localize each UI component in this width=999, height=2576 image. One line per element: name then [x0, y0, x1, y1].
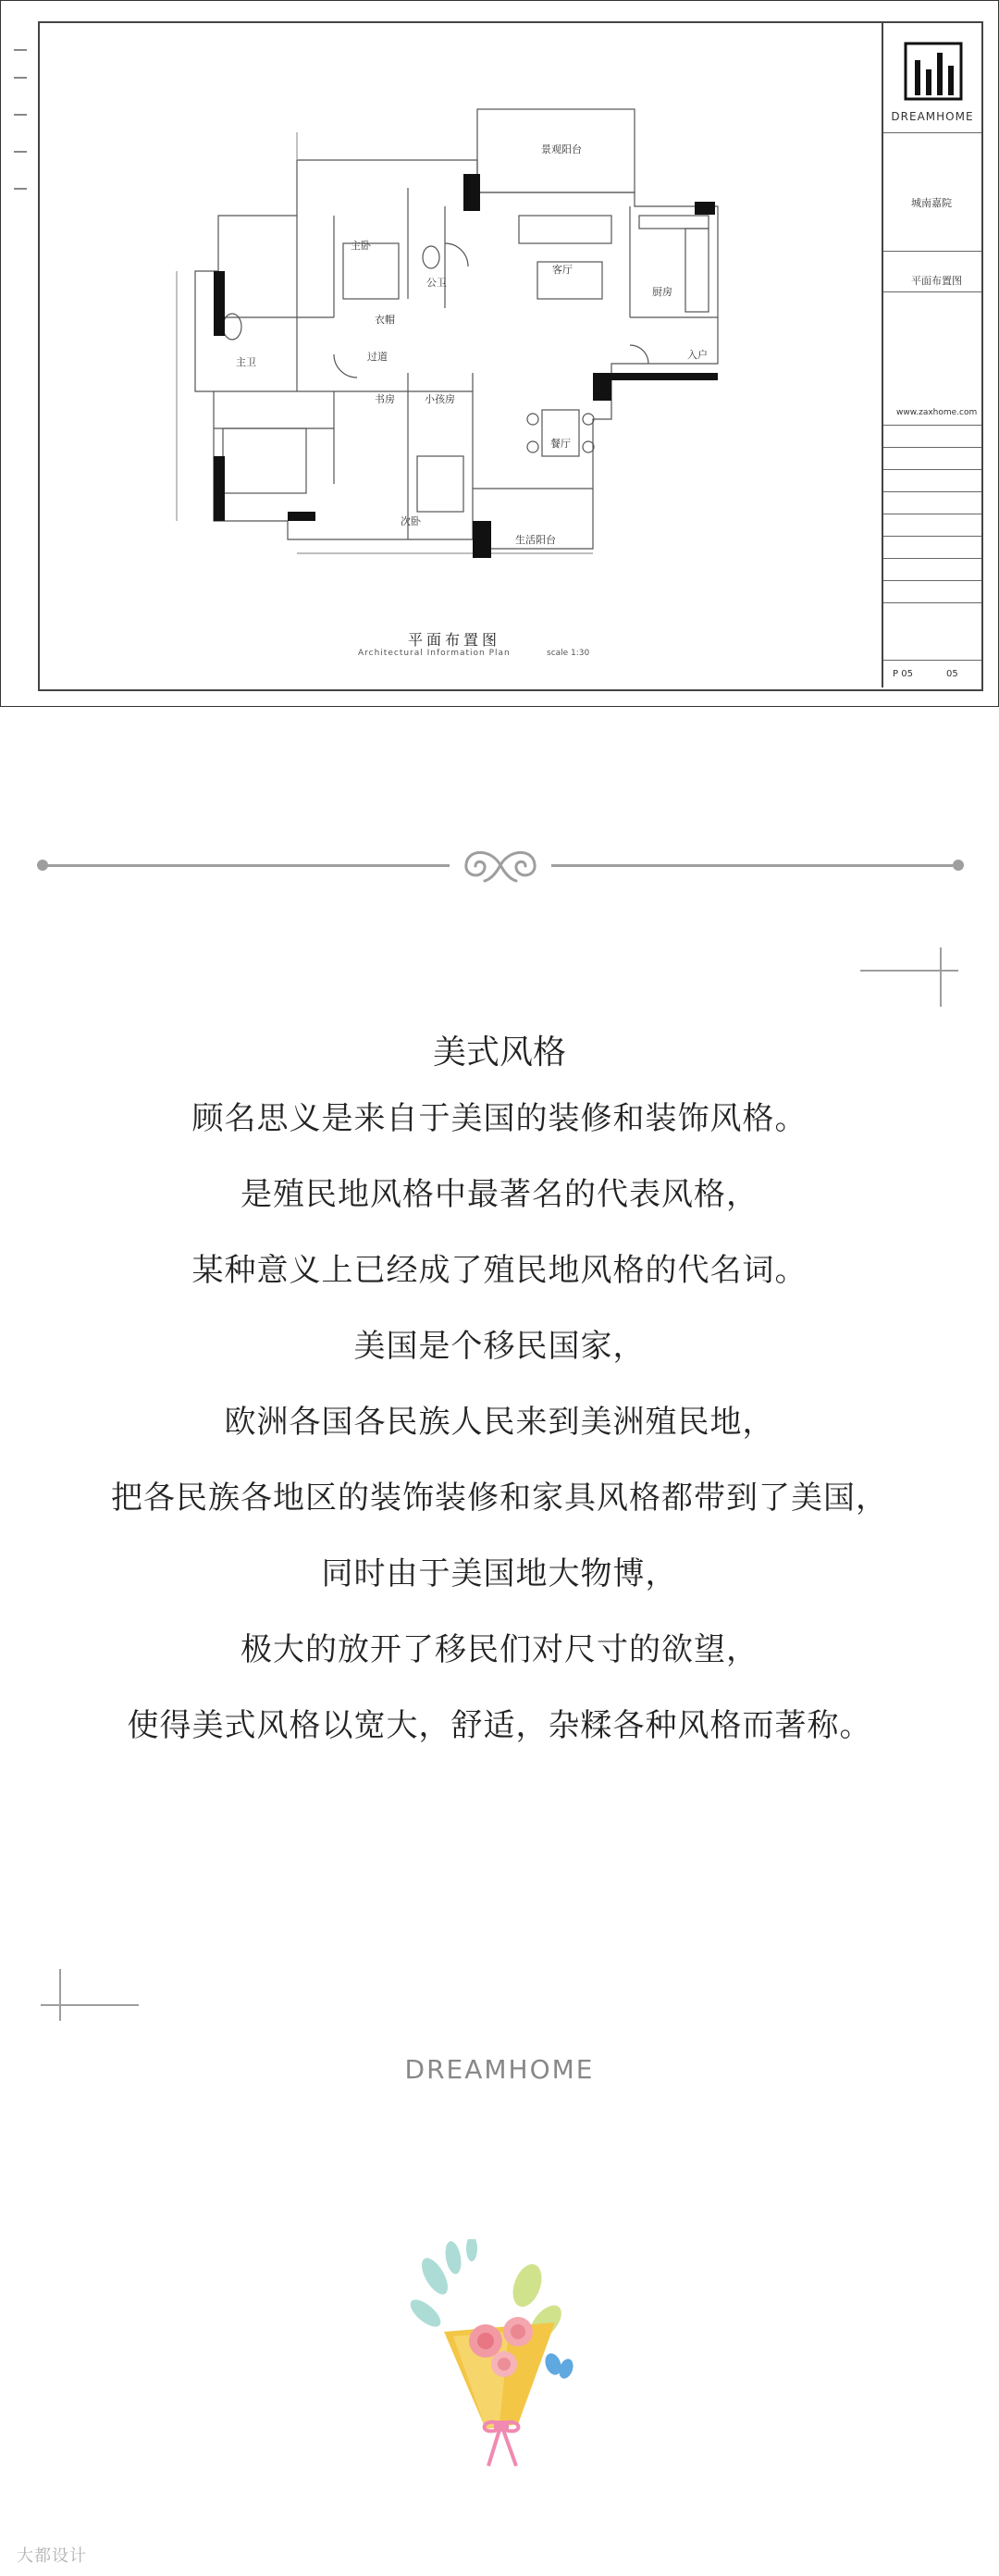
- room-kitchen: 厨房: [652, 286, 672, 298]
- article-line: 是殖民地风格中最著名的代表风格，: [240, 1176, 758, 1213]
- divider-right-line: [551, 864, 953, 867]
- scroll-ornament-icon: [450, 844, 551, 886]
- article-line: 欧洲各国各民族人民来到美洲殖民地，: [224, 1404, 775, 1441]
- room-master-bedroom: 主卧: [351, 240, 371, 252]
- plan-title: 平面布置图: [408, 631, 501, 649]
- room-corridor: 过道: [367, 351, 388, 363]
- article-line: 极大的放开了移民们对尺寸的欲望，: [240, 1631, 758, 1668]
- divider-right-dot: [953, 860, 964, 871]
- room-living: 客厅: [552, 264, 573, 276]
- room-entrance: 入户: [687, 349, 708, 361]
- article-line: 某种意义上已经成了殖民地风格的代名词。: [191, 1252, 808, 1289]
- room-dining: 餐厅: [550, 438, 571, 450]
- flower-bouquet-icon: [398, 2239, 601, 2489]
- article-line: 顾名思义是来自于美国的装修和装饰风格。: [191, 1100, 808, 1137]
- article: [0, 1025, 999, 1764]
- room-public-bath: 公卫: [426, 277, 447, 289]
- article-line: 同时由于美国地大物博，: [321, 1555, 678, 1592]
- plan-scale: scale 1:30: [547, 649, 590, 658]
- drawing-name: 平面布置图: [911, 275, 962, 287]
- project-name: 城南嘉院: [911, 197, 952, 209]
- crosshair-bottom-left-h: [41, 2004, 139, 2006]
- article-line: 使得美式风格以宽大，舒适，杂糅各种风格而著称。: [127, 1707, 872, 1744]
- article-heading: 美式风格: [432, 1034, 566, 1071]
- floor-plan-drawing: [38, 21, 882, 623]
- crosshair-top-right-h: [860, 970, 958, 972]
- page-total: 05: [946, 669, 958, 679]
- room-master-bath: 主卫: [236, 356, 256, 368]
- room-balcony: 景观阳台: [541, 143, 582, 155]
- sheet-left-strip: [6, 21, 34, 687]
- article-line: 美国是个移民国家，: [353, 1328, 646, 1365]
- footer-brand: DREAMHOME: [404, 2054, 595, 2085]
- page-number: P 05: [893, 669, 913, 679]
- article-line: 把各民族各地区的装饰装修和家具风格都带到了美国，: [111, 1480, 888, 1517]
- drawing-title-block: [882, 21, 981, 687]
- room-small: 小孩房: [425, 393, 455, 405]
- title-block-brand: DREAMHOME: [891, 110, 974, 123]
- divider-left-line: [43, 864, 450, 867]
- dreamhome-logo-icon: [904, 42, 963, 101]
- watermark: 大都设计: [17, 2546, 87, 2566]
- company-website: www.zaxhome.com: [896, 408, 978, 417]
- plan-subtitle: Architectural Information Plan: [358, 649, 511, 658]
- room-study: 书房: [375, 393, 395, 405]
- floor-plan-sheet: [0, 0, 999, 707]
- crosshair-bottom-left-v: [59, 1969, 61, 2021]
- room-second-bedroom: 次卧: [401, 515, 421, 527]
- room-cloak: 衣帽: [375, 314, 395, 326]
- crosshair-top-right-v: [940, 947, 942, 1007]
- room-utility-balcony: 生活阳台: [515, 534, 556, 546]
